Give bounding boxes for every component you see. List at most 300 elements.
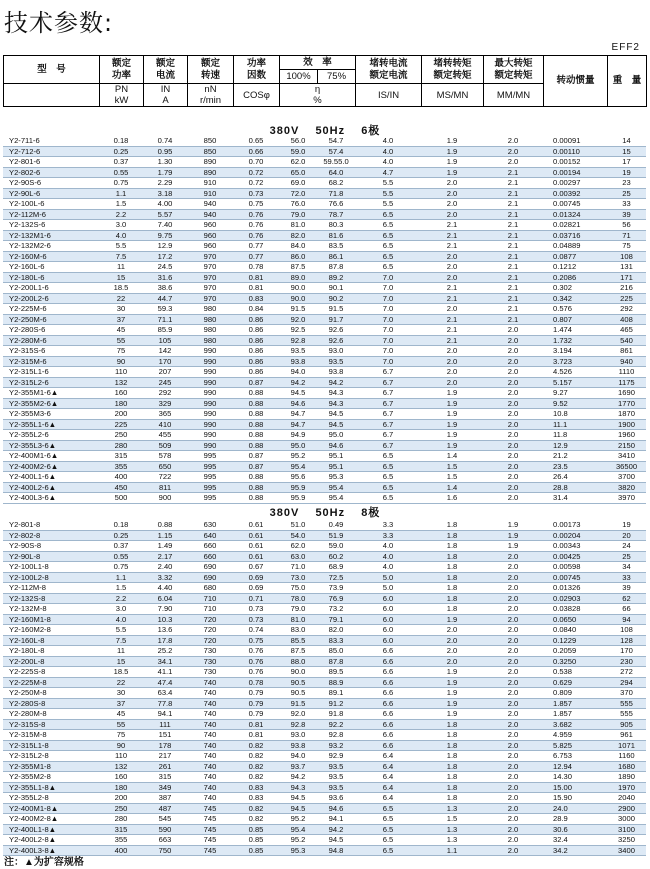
cell-pf: 0.84 — [248, 304, 264, 313]
cell-model: Y2-90S-6 — [9, 178, 42, 187]
cell-speed: 720 — [187, 635, 233, 646]
table-row — [3, 845, 646, 856]
table-8-pole — [3, 520, 646, 856]
cell-eff100: 95.6 — [290, 472, 306, 481]
cell-eff75: 89.2 — [317, 272, 355, 283]
cell-maxt: 2.0 — [483, 572, 543, 583]
cell-eff100: 90.0 — [290, 283, 306, 292]
cell-lrt: 1.8 — [421, 761, 483, 772]
cell-weight: 170 — [620, 646, 633, 655]
cell-model: Y2-711-6 — [9, 136, 40, 145]
cell-maxt: 1.9 — [483, 530, 543, 541]
cell-pf: 0.82 — [248, 814, 264, 823]
cell-speed: 740 — [187, 698, 233, 709]
cell-inertia: 21.2 — [553, 451, 568, 460]
cell-eff75: 94.8 — [317, 845, 355, 856]
cell-eff75: 93.5 — [317, 782, 355, 793]
cell-maxt: 2.1 — [507, 199, 519, 208]
cell-speed: 995 — [187, 482, 233, 493]
cell-lrt: 2.0 — [446, 178, 458, 187]
cell-eff75: 95.4 — [328, 493, 344, 502]
cell-current: 487 — [143, 803, 187, 814]
cell-eff75: 57.4 — [317, 146, 355, 157]
cell-current: 111 — [143, 719, 187, 730]
cell-eff75: 89.1 — [328, 688, 344, 697]
cell-model: Y2-400M1-8▲ — [3, 803, 99, 814]
cell-speed: 740 — [187, 719, 233, 730]
cell-eff75: 90.1 — [328, 283, 344, 292]
cell-lrc: 7.0 — [382, 304, 394, 313]
cell-eff75: 89.5 — [328, 667, 344, 676]
table-row — [3, 314, 646, 325]
cell-eff75: 79.1 — [317, 614, 355, 625]
cell-weight: 1960 — [618, 430, 635, 439]
cell-current: 207 — [158, 367, 172, 376]
cell-model: Y2-315M-6 — [3, 356, 99, 367]
cell-lrt: 1.4 — [446, 451, 458, 460]
cell-maxt: 2.1 — [483, 209, 543, 220]
cell-power: 0.55 — [99, 167, 143, 178]
cell-eff75: 59.55.0 — [323, 157, 349, 166]
cell-pf: 0.82 — [233, 761, 279, 772]
cell-lrc: 5.5 — [355, 188, 421, 199]
table-row — [3, 803, 646, 814]
cell-maxt: 2.0 — [483, 377, 543, 388]
cell-lrt: 2.0 — [421, 209, 483, 220]
cell-inertia: 0.0877 — [543, 251, 607, 262]
cell-model: Y2-400M2-8▲ — [9, 814, 59, 823]
cell-power: 5.5 — [115, 625, 127, 634]
table-row — [3, 530, 646, 541]
sym-pf: COSφ — [234, 84, 280, 107]
cell-lrt: 1.9 — [446, 136, 458, 145]
col-efficiency: 效 率 — [280, 56, 356, 70]
cell-weight: 1770 — [607, 398, 646, 409]
cell-maxt: 2.0 — [507, 367, 519, 376]
cell-lrc: 4.0 — [382, 562, 394, 571]
cell-lrc: 6.7 — [382, 409, 394, 418]
cell-current: 63.4 — [157, 688, 173, 697]
cell-speed: 910 — [203, 178, 217, 187]
cell-weight: 24 — [622, 541, 631, 550]
cell-lrc: 6.6 — [382, 730, 394, 739]
cell-eff75: 83.3 — [317, 635, 355, 646]
table-row — [3, 178, 646, 189]
cell-current: 410 — [143, 419, 187, 430]
cell-lrc: 6.4 — [382, 772, 394, 781]
cell-eff75: 78.7 — [317, 209, 355, 220]
cell-pf: 0.88 — [248, 388, 264, 397]
cell-model: Y2-280S-6 — [9, 325, 46, 334]
cell-model: Y2-132S-6 — [9, 220, 46, 229]
cell-current: 105 — [143, 335, 187, 346]
cell-current: 1.49 — [157, 541, 173, 550]
cell-weight: 25 — [607, 551, 646, 562]
cell-inertia: 9.27 — [553, 388, 568, 397]
cell-eff75: 51.9 — [317, 530, 355, 541]
cell-inertia: 0.1229 — [543, 635, 607, 646]
cell-speed: 740 — [187, 740, 233, 751]
cell-inertia: 14.30 — [553, 772, 573, 781]
cell-eff100: 93.7 — [279, 761, 317, 772]
cell-weight: 33 — [607, 572, 646, 583]
cell-maxt: 2.0 — [507, 157, 519, 166]
cell-maxt: 2.0 — [507, 709, 519, 718]
cell-lrc: 6.7 — [355, 419, 421, 430]
cell-speed: 680 — [203, 583, 217, 592]
cell-maxt: 2.0 — [483, 824, 543, 835]
cell-eff75: 91.7 — [317, 314, 355, 325]
cell-eff75: 95.1 — [317, 461, 355, 472]
cell-inertia: 12.9 — [543, 440, 607, 451]
cell-pf: 0.75 — [248, 199, 264, 208]
cell-power: 90 — [99, 356, 143, 367]
cell-eff100: 81.0 — [279, 614, 317, 625]
cell-current: 3.18 — [143, 188, 187, 199]
cell-lrt: 1.9 — [421, 677, 483, 688]
cell-maxt: 2.0 — [507, 835, 519, 844]
cell-lrc: 6.7 — [382, 430, 394, 439]
table-row — [3, 782, 646, 793]
cell-speed: 745 — [203, 835, 217, 844]
cell-eff100: 94.7 — [290, 409, 306, 418]
cell-inertia: 15.90 — [553, 793, 573, 802]
cell-maxt: 2.0 — [483, 614, 543, 625]
cell-lrt: 1.9 — [446, 709, 458, 718]
cell-speed: 960 — [187, 230, 233, 241]
cell-eff100: 93.8 — [279, 356, 317, 367]
cell-weight: 94 — [607, 614, 646, 625]
cell-weight: 131 — [620, 262, 633, 271]
cell-model: Y2-400L2-6▲ — [3, 482, 99, 493]
cell-pf: 0.87 — [248, 451, 264, 460]
cell-lrc: 6.4 — [382, 751, 394, 760]
cell-lrt: 1.5 — [446, 814, 458, 823]
cell-maxt: 2.0 — [483, 803, 543, 814]
cell-weight: 66 — [622, 604, 631, 613]
cell-lrt: 1.9 — [421, 419, 483, 430]
cell-lrt: 1.8 — [446, 772, 458, 781]
cell-weight: 14 — [622, 136, 631, 145]
cell-eff75: 85.0 — [328, 646, 344, 655]
cell-pf: 0.82 — [233, 740, 279, 751]
cell-maxt: 2.1 — [507, 220, 519, 229]
cell-model: Y2-160L-8 — [3, 635, 99, 646]
cell-lrt: 2.1 — [421, 314, 483, 325]
cell-power: 0.25 — [99, 530, 143, 541]
cell-lrc: 6.6 — [382, 646, 394, 655]
cell-weight: 128 — [607, 635, 646, 646]
cell-current: 0.74 — [157, 136, 173, 145]
cell-eff75: 94.6 — [317, 440, 355, 451]
cell-current: 900 — [158, 493, 172, 502]
table-row — [3, 520, 646, 530]
cell-lrt: 1.9 — [421, 146, 483, 157]
cell-eff75: 93.5 — [328, 772, 344, 781]
cell-eff100: 94.2 — [279, 377, 317, 388]
cell-pf: 0.79 — [248, 709, 264, 718]
cell-weight: 2040 — [618, 793, 635, 802]
cell-eff75: 94.3 — [317, 398, 355, 409]
table-row — [3, 688, 646, 699]
cell-model: Y2-355M3-6 — [9, 409, 51, 418]
cell-model: Y2-315S-6 — [9, 346, 46, 355]
cell-pf: 0.66 — [233, 146, 279, 157]
cell-inertia: 12.94 — [543, 761, 607, 772]
table-row — [3, 283, 646, 294]
cell-lrc: 6.5 — [382, 241, 394, 250]
cell-maxt: 2.1 — [483, 188, 543, 199]
cell-eff75: 59.0 — [328, 541, 344, 550]
cell-eff75: 94.5 — [328, 835, 344, 844]
cell-inertia: 4.526 — [553, 367, 573, 376]
cell-pf: 0.81 — [233, 719, 279, 730]
cell-maxt: 2.0 — [507, 751, 519, 760]
cell-current: 10.3 — [143, 614, 187, 625]
cell-inertia: 0.00173 — [553, 520, 581, 529]
cell-lrc: 6.5 — [382, 493, 394, 502]
cell-maxt: 2.1 — [483, 314, 543, 325]
cell-current: 509 — [143, 440, 187, 451]
cell-eff100: 93.8 — [279, 740, 317, 751]
cell-lrt: 1.8 — [421, 593, 483, 604]
cell-pf: 0.86 — [248, 325, 264, 334]
cell-lrc: 6.5 — [355, 482, 421, 493]
cell-eff100: 90.0 — [290, 667, 306, 676]
cell-inertia: 1.857 — [543, 698, 607, 709]
cell-speed: 890 — [203, 157, 217, 166]
cell-model: Y2-355L2-8 — [9, 793, 49, 802]
cell-lrt: 2.0 — [446, 625, 458, 634]
cell-maxt: 2.1 — [507, 241, 519, 250]
cell-inertia: 0.2086 — [543, 272, 607, 283]
cell-inertia: 0.00392 — [543, 188, 607, 199]
cell-lrt: 1.4 — [421, 482, 483, 493]
cell-model: Y2-712-6 — [3, 146, 99, 157]
cell-lrc: 6.5 — [382, 220, 394, 229]
cell-eff100: 59.0 — [279, 146, 317, 157]
cell-lrc: 7.0 — [355, 335, 421, 346]
cell-power: 22 — [99, 293, 143, 304]
cell-pf: 0.81 — [248, 730, 264, 739]
table-row — [3, 440, 646, 451]
cell-inertia: 0.807 — [543, 314, 607, 325]
cell-weight: 1680 — [607, 761, 646, 772]
cell-maxt: 2.0 — [483, 398, 543, 409]
cell-current: 142 — [158, 346, 172, 355]
cell-current: 170 — [143, 356, 187, 367]
cell-weight: 62 — [607, 593, 646, 604]
table-row — [3, 325, 646, 336]
cell-current: 9.75 — [143, 230, 187, 241]
cell-lrc: 5.5 — [382, 199, 394, 208]
cell-inertia: 11.1 — [543, 419, 607, 430]
cell-eff75: 95.0 — [328, 430, 344, 439]
cell-inertia: 34.2 — [543, 845, 607, 856]
cell-eff100: 89.0 — [279, 272, 317, 283]
cell-current: 6.04 — [143, 593, 187, 604]
cell-maxt: 2.0 — [507, 646, 519, 655]
cell-inertia: 0.00152 — [553, 157, 581, 166]
cell-power: 37 — [99, 314, 143, 325]
cell-pf: 0.74 — [248, 625, 264, 634]
cell-weight: 230 — [607, 656, 646, 667]
cell-current: 41.1 — [157, 667, 173, 676]
cell-model: Y2-400L3-6▲ — [9, 493, 57, 502]
cell-speed: 740 — [187, 761, 233, 772]
cell-weight: 3700 — [618, 472, 635, 481]
cell-lrt: 1.8 — [421, 782, 483, 793]
cell-speed: 990 — [187, 356, 233, 367]
cell-lrc: 6.5 — [355, 251, 421, 262]
cell-maxt: 2.0 — [507, 688, 519, 697]
col-current: 额定 电流 — [144, 56, 188, 84]
cell-power: 110 — [114, 751, 128, 760]
cell-inertia: 1.474 — [553, 325, 573, 334]
cell-power: 1.1 — [99, 572, 143, 583]
cell-pf: 0.69 — [233, 572, 279, 583]
col-lrc: 堵转电流 额定电流 — [356, 56, 422, 84]
cell-lrt: 1.8 — [421, 551, 483, 562]
cell-weight: 1970 — [607, 782, 646, 793]
cell-pf: 0.72 — [233, 167, 279, 178]
cell-eff100: 69.0 — [290, 178, 306, 187]
cell-inertia: 0.03716 — [543, 230, 607, 241]
cell-lrc: 7.0 — [355, 272, 421, 283]
cell-maxt: 2.0 — [483, 593, 543, 604]
cell-current: 315 — [158, 772, 172, 781]
cell-speed: 970 — [203, 283, 217, 292]
cell-lrt: 2.0 — [421, 251, 483, 262]
col-power: 额定 功率 — [100, 56, 144, 84]
cell-power: 0.18 — [113, 136, 129, 145]
cell-maxt: 2.0 — [483, 719, 543, 730]
cell-inertia: 0.576 — [553, 304, 573, 313]
cell-lrc: 7.0 — [355, 314, 421, 325]
cell-maxt: 2.1 — [507, 304, 519, 313]
cell-lrt: 2.0 — [446, 346, 458, 355]
cell-lrt: 2.1 — [421, 335, 483, 346]
cell-inertia: 0.00091 — [553, 136, 581, 145]
cell-weight: 216 — [620, 283, 633, 292]
cell-speed: 970 — [187, 293, 233, 304]
table-row — [3, 793, 646, 804]
cell-lrt: 2.0 — [446, 262, 458, 271]
cell-lrc: 3.3 — [382, 520, 394, 529]
cell-lrc: 7.0 — [382, 325, 394, 334]
cell-maxt: 2.1 — [507, 262, 519, 271]
table-row — [3, 430, 646, 441]
cell-maxt: 2.0 — [483, 677, 543, 688]
cell-power: 2.2 — [99, 209, 143, 220]
cell-eff100: 75.0 — [290, 583, 306, 592]
cell-power: 7.5 — [99, 635, 143, 646]
cell-eff75: 68.2 — [328, 178, 344, 187]
cell-speed: 730 — [187, 656, 233, 667]
sym-speed: nN r/min — [188, 84, 234, 107]
cell-eff75: 94.6 — [317, 803, 355, 814]
cell-lrc: 6.5 — [382, 835, 394, 844]
cell-power: 3.0 — [115, 220, 127, 229]
cell-inertia: 31.4 — [553, 493, 568, 502]
cell-power: 75 — [116, 346, 126, 355]
cell-lrt: 1.5 — [446, 472, 458, 481]
table-row — [3, 377, 646, 388]
cell-eff100: 51.0 — [290, 520, 306, 529]
cell-weight: 540 — [607, 335, 646, 346]
cell-maxt: 2.0 — [507, 451, 519, 460]
cell-model: Y2-250M-6 — [3, 314, 99, 325]
cell-power: 0.75 — [113, 178, 129, 187]
cell-eff75: 92.8 — [328, 730, 344, 739]
table-row — [3, 656, 646, 667]
cell-lrt: 1.8 — [421, 572, 483, 583]
cell-lrc: 7.0 — [355, 356, 421, 367]
cell-eff100: 85.5 — [279, 635, 317, 646]
cell-pf: 0.72 — [248, 178, 264, 187]
cell-inertia: 0.04889 — [553, 241, 581, 250]
cell-maxt: 2.0 — [507, 409, 519, 418]
cell-lrc: 6.6 — [355, 656, 421, 667]
cell-pf: 0.69 — [248, 583, 264, 592]
section-poles: 6极 — [361, 125, 381, 137]
cell-lrc: 6.7 — [355, 398, 421, 409]
cell-power: 0.25 — [99, 146, 143, 157]
cell-weight: 108 — [620, 625, 633, 634]
table-row — [3, 157, 646, 168]
cell-eff75: 54.7 — [328, 136, 344, 145]
cell-weight: 17 — [622, 157, 631, 166]
cell-weight: 940 — [607, 356, 646, 367]
cell-power: 280 — [99, 440, 143, 451]
table-row — [3, 335, 646, 346]
cell-maxt: 2.0 — [483, 356, 543, 367]
cell-weight: 25 — [607, 188, 646, 199]
cell-power: 45 — [116, 325, 126, 334]
table-row — [3, 824, 646, 835]
cell-eff100: 95.9 — [290, 493, 306, 502]
cell-eff75: 94.5 — [317, 419, 355, 430]
cell-eff75: 92.6 — [328, 325, 344, 334]
sym-power: PN kW — [100, 84, 144, 107]
cell-lrt: 1.9 — [446, 667, 458, 676]
table-row — [3, 719, 646, 730]
cell-inertia: 11.8 — [553, 430, 568, 439]
cell-lrt: 1.9 — [446, 430, 458, 439]
cell-model: Y2-200L2-6 — [3, 293, 99, 304]
table-row — [3, 761, 646, 772]
cell-power: 5.5 — [115, 241, 127, 250]
cell-speed: 990 — [187, 440, 233, 451]
table-row — [3, 562, 646, 573]
cell-current: 365 — [158, 409, 172, 418]
cell-current: 811 — [143, 482, 187, 493]
cell-lrt: 1.8 — [421, 719, 483, 730]
cell-model: Y2-200L-8 — [3, 656, 99, 667]
cell-model: Y2-90L-6 — [3, 188, 99, 199]
cell-maxt: 2.0 — [483, 656, 543, 667]
cell-pf: 0.86 — [233, 335, 279, 346]
cell-current: 38.6 — [157, 283, 173, 292]
cell-current: 85.9 — [157, 325, 173, 334]
cell-current: 387 — [158, 793, 172, 802]
cell-weight: 1870 — [618, 409, 635, 418]
cell-lrt: 1.9 — [446, 409, 458, 418]
section-frequency: 50Hz — [315, 125, 346, 137]
cell-power: 22 — [99, 677, 143, 688]
cell-speed: 745 — [203, 814, 217, 823]
cell-speed: 990 — [203, 388, 217, 397]
